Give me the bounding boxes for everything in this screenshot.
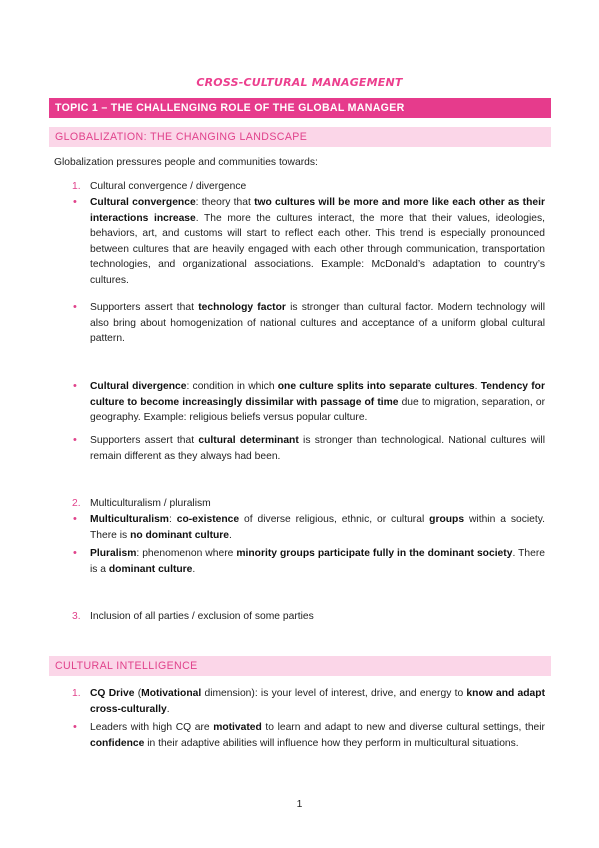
section-heading-cultural-intelligence: CULTURAL INTELLIGENCE — [49, 656, 551, 676]
list-number-1: 1. — [72, 181, 81, 192]
divergence-supporters-paragraph: Supporters assert that cultural determinant is stronger than technological. National cultures will remain different as they always had been. — [90, 435, 545, 462]
bullet-icon: • — [73, 434, 77, 446]
list-item-multiculturalism-pluralism: Multiculturalism / pluralism — [90, 498, 211, 509]
cq-drive-paragraph: CQ Drive (Motivational dimension): is your level of interest, drive, and energy to know and adapt cross-culturally. — [90, 688, 545, 715]
bullet-icon: • — [73, 380, 77, 392]
term-cq-drive: CQ Drive — [90, 688, 135, 699]
topic-heading: TOPIC 1 – THE CHALLENGING ROLE OF THE GLOBAL MANAGER — [49, 98, 551, 118]
bullet-icon: • — [73, 547, 77, 559]
bullet-icon: • — [73, 513, 77, 525]
list-number-1: 1. — [72, 688, 81, 699]
term-cultural-divergence: Cultural divergence — [90, 381, 187, 392]
multiculturalism-paragraph: Multiculturalism: co-existence of diverse religious, ethnic, or cultural groups within a society. There is no dominant culture. — [90, 514, 546, 541]
bullet-icon: • — [73, 301, 77, 313]
page-number: 1 — [296, 799, 303, 810]
convergence-supporters-paragraph: Supporters assert that technology factor is stronger than cultural factor. Modern technology will also bring about homogenization of national cultures and acceptance of a uniform global cultural pattern. — [90, 302, 546, 345]
bullet-icon: • — [73, 196, 77, 208]
list-item-convergence-divergence: Cultural convergence / divergence — [90, 181, 247, 192]
cultural-divergence-paragraph: Cultural divergence: condition in which one culture splits into separate cultures. Tendency for culture to become increasingly dissimilar with passage of time due to migration, separation, or geography. Example: religious beliefs versus popular culture. — [90, 381, 545, 424]
bullet-icon: • — [73, 721, 77, 733]
term-pluralism: Pluralism — [90, 548, 137, 559]
list-number-2: 2. — [72, 498, 81, 509]
document-title: CROSS-CULTURAL MANAGEMENT — [196, 76, 403, 89]
list-number-3: 3. — [72, 611, 81, 622]
term-cultural-convergence: Cultural convergence — [90, 197, 196, 208]
term-multiculturalism: Multiculturalism — [90, 514, 169, 525]
cq-leaders-paragraph: Leaders with high CQ are motivated to learn and adapt to new and diverse cultural settings, their confidence in their adaptive abilities will influence how they perform in multicultural situations. — [90, 722, 545, 749]
pluralism-paragraph: Pluralism: phenomenon where minority groups participate fully in the dominant society. There is a dominant culture. — [90, 548, 545, 575]
list-item-inclusion-exclusion: Inclusion of all parties / exclusion of some parties — [90, 611, 314, 622]
intro-paragraph: Globalization pressures people and communities towards: — [54, 157, 318, 168]
cultural-convergence-paragraph: Cultural convergence: theory that two cultures will be more and more like each other as their interactions increase. The more the cultures interact, the more that their values, ideologies, behaviors, art, and customs will start to reflect each other. This trend is especially pronounced between cultures that are heavily engaged with each other through communication, transportation technologies, and organizational associations. Example: McDonald’s adaptation to country’s cultures. — [90, 197, 545, 286]
section-heading-globalization: GLOBALIZATION: THE CHANGING LANDSCAPE — [49, 127, 551, 147]
